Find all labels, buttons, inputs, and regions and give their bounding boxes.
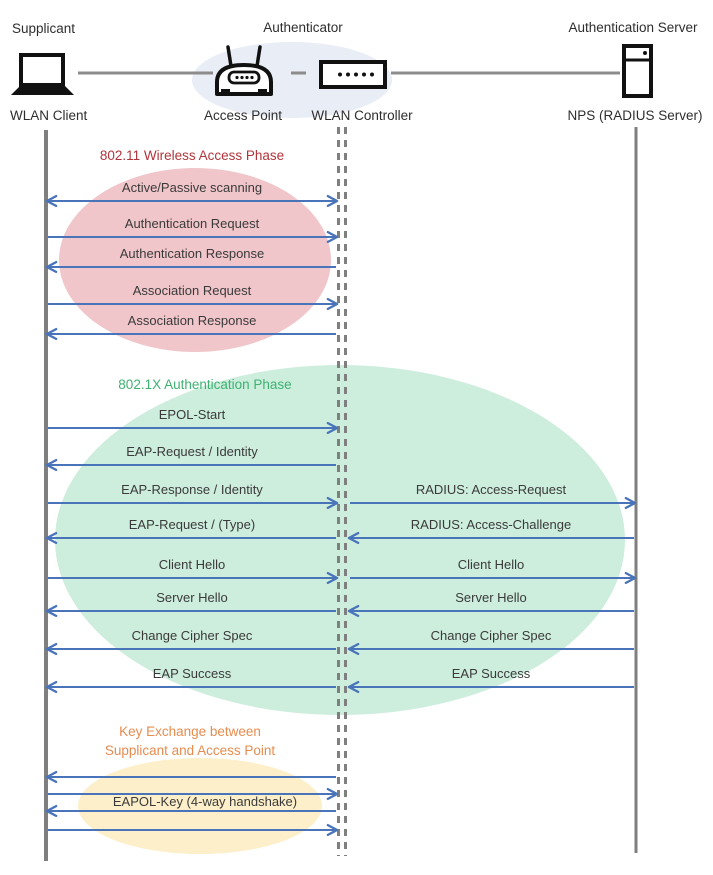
actor-role-authenticator: Authenticator bbox=[263, 20, 343, 35]
message-label: Change Cipher Spec bbox=[430, 628, 552, 643]
message-label: RADIUS: Access-Request bbox=[415, 482, 567, 497]
laptop-icon bbox=[11, 55, 74, 95]
server-icon bbox=[624, 46, 651, 96]
message-label: Authentication Response bbox=[119, 246, 265, 261]
message-label: EAP-Request / Identity bbox=[126, 444, 258, 459]
phase2-title: 802.1X Authentication Phase bbox=[118, 377, 292, 392]
message-label: Association Request bbox=[132, 283, 252, 298]
actor-role-authentication-server: Authentication Server bbox=[568, 20, 698, 35]
phase3-title-line1: Key Exchange between bbox=[119, 724, 261, 739]
message-label: EAP Success bbox=[152, 666, 232, 681]
message-label: Association Response bbox=[127, 313, 257, 328]
device-label-access-point: Access Point bbox=[203, 108, 283, 123]
wlan-controller-icon bbox=[321, 62, 385, 87]
device-label-wlan-client: WLAN Client bbox=[10, 108, 88, 123]
phase1-title: 802.11 Wireless Access Phase bbox=[99, 148, 285, 163]
message-label: Change Cipher Spec bbox=[131, 628, 253, 643]
message-label: EAP-Request / (Type) bbox=[128, 517, 256, 532]
message-label: Server Hello bbox=[156, 590, 228, 605]
phase1-ellipse bbox=[59, 168, 331, 352]
phase3-title bbox=[30, 722, 350, 760]
device-label-nps-radius-server: NPS (RADIUS Server) bbox=[567, 108, 703, 123]
message-label: Client Hello bbox=[158, 557, 226, 572]
message-label: Active/Passive scanning bbox=[121, 180, 263, 195]
phase3-title-line2: Supplicant and Access Point bbox=[104, 743, 276, 758]
message-label: EAP Success bbox=[451, 666, 531, 681]
message-label: Server Hello bbox=[455, 590, 527, 605]
handshake-label: EAPOL-Key (4-way handshake) bbox=[112, 794, 298, 809]
device-label-wlan-controller: WLAN Controller bbox=[311, 108, 413, 123]
message-label: EAP-Response / Identity bbox=[121, 482, 263, 497]
message-label: Client Hello bbox=[457, 557, 525, 572]
message-label: Authentication Request bbox=[124, 216, 260, 231]
message-label: EPOL-Start bbox=[158, 407, 226, 422]
actor-role-supplicant: Supplicant bbox=[12, 21, 76, 36]
message-label: RADIUS: Access-Challenge bbox=[410, 517, 572, 532]
